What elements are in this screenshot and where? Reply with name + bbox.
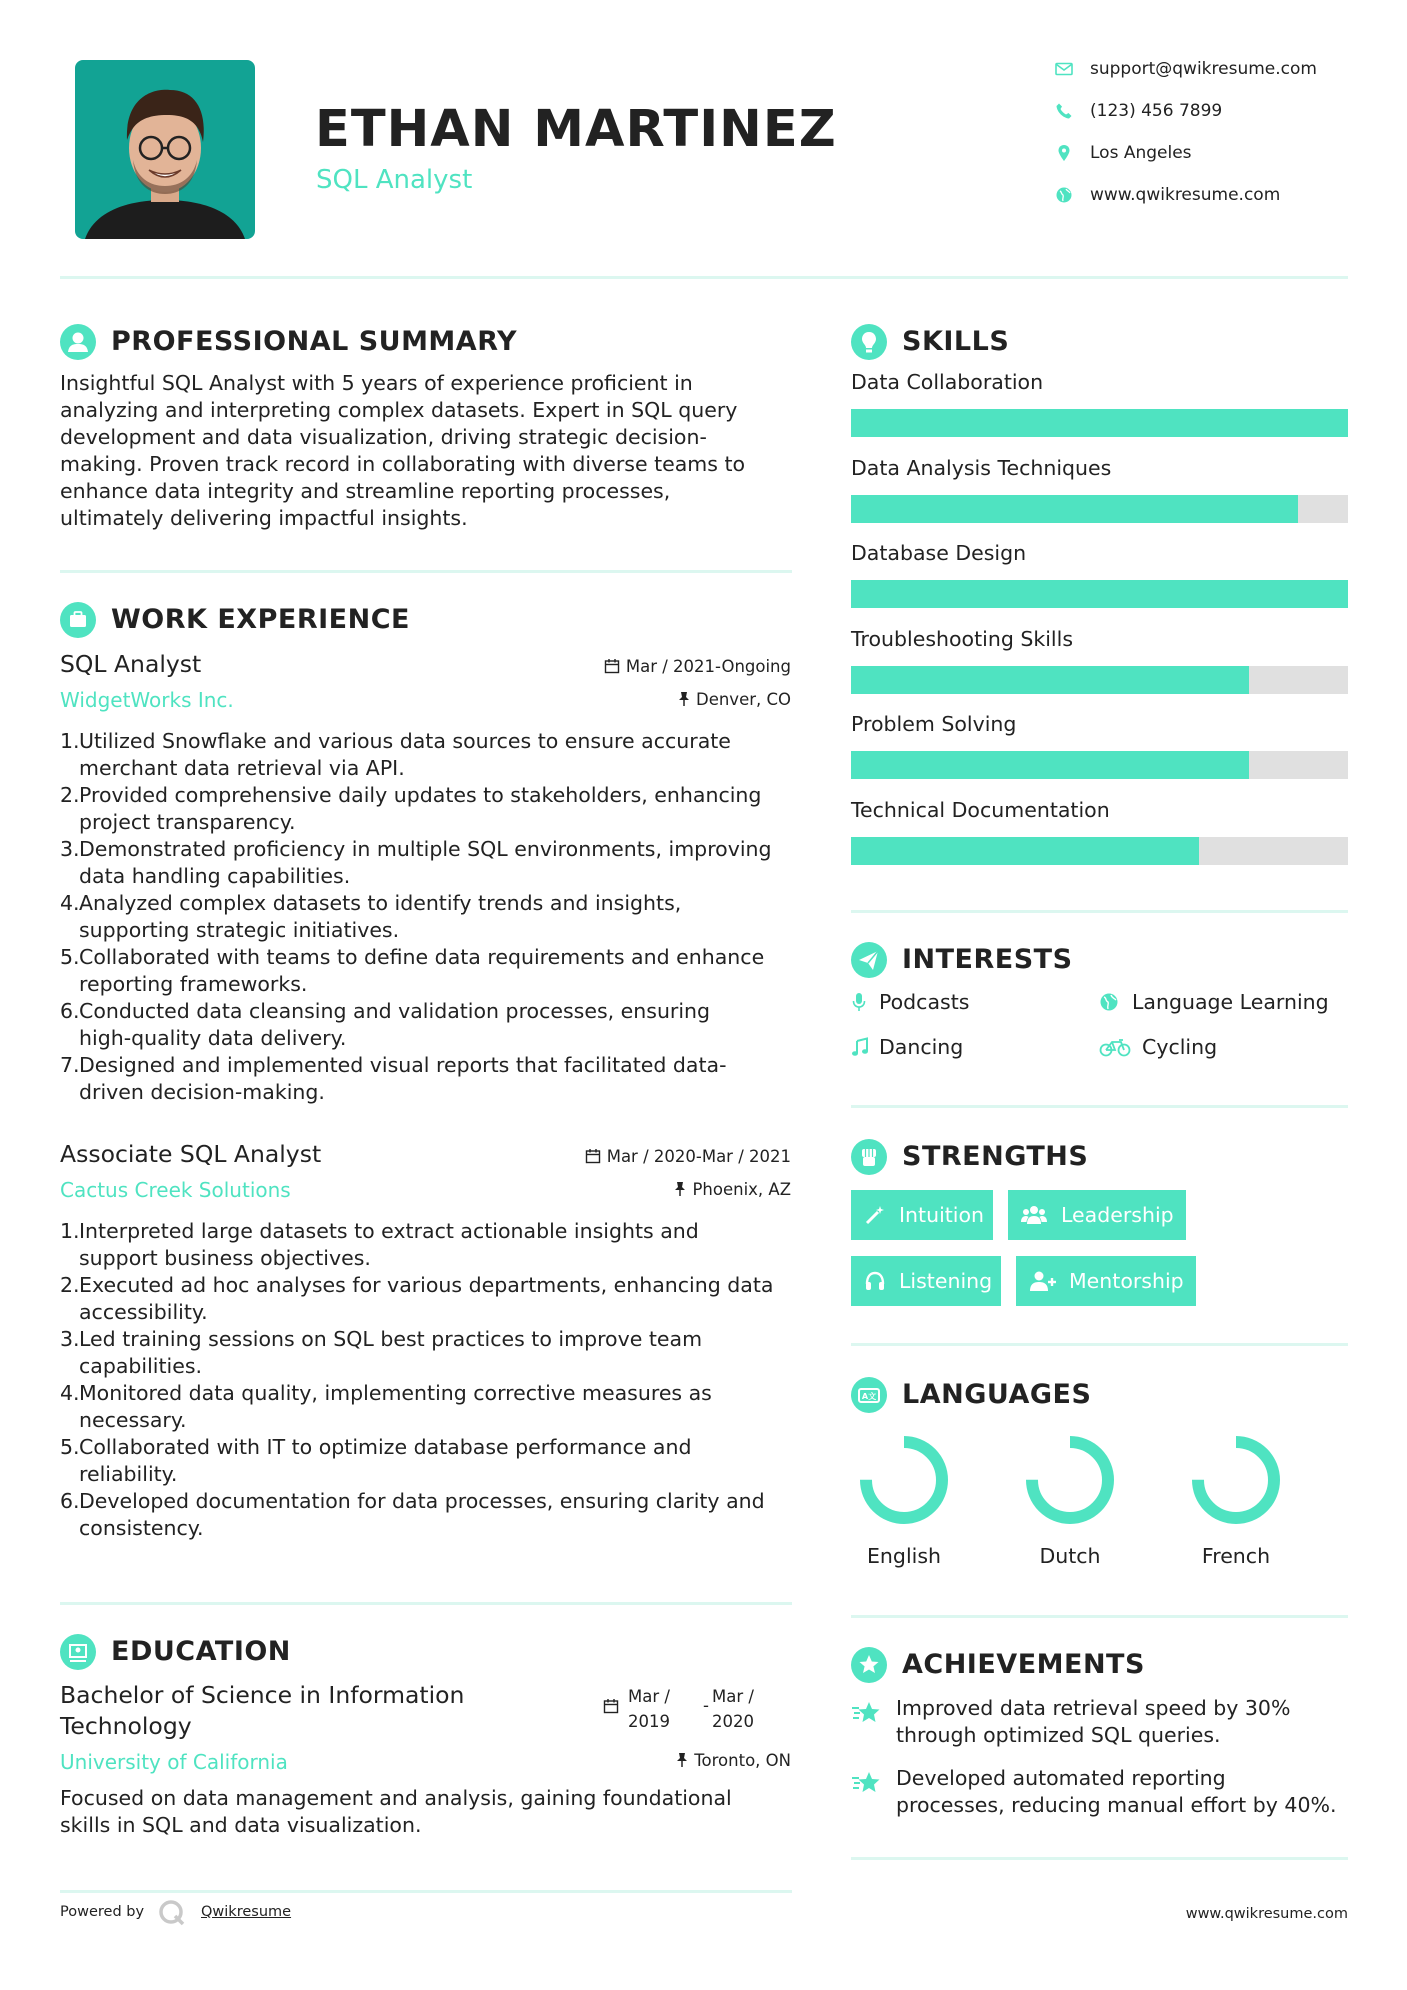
item-text: reporting frameworks. bbox=[79, 972, 308, 996]
graduation-icon bbox=[60, 1634, 96, 1670]
job-responsibilities bbox=[60, 1218, 800, 1542]
item-text: Collaborated with IT to optimize database performance and bbox=[79, 1435, 692, 1459]
degree-title bbox=[60, 1680, 464, 1742]
item-text: reliability. bbox=[79, 1462, 178, 1486]
phone-text: (123) 456 7899 bbox=[1090, 101, 1223, 121]
trophy-star-icon bbox=[851, 1770, 883, 1800]
interests-heading: INTERESTS bbox=[902, 944, 1073, 975]
item-number: 5. bbox=[60, 945, 80, 969]
job-responsibilities bbox=[60, 728, 800, 1106]
job-dates-text: Mar / 2020-Mar / 2021 bbox=[606, 1147, 791, 1166]
skill-bar-fill bbox=[851, 495, 1298, 523]
skill-bar-fill bbox=[851, 666, 1249, 694]
edu-end-date bbox=[712, 1684, 754, 1734]
item-number: 4. bbox=[60, 1381, 80, 1405]
strength-leadership bbox=[1008, 1190, 1186, 1240]
bicycle-icon bbox=[1099, 1037, 1131, 1057]
item-text: high-quality data delivery. bbox=[79, 1026, 347, 1050]
users-icon bbox=[1021, 1204, 1047, 1226]
language-level-arc bbox=[1198, 1442, 1274, 1518]
edu-location-text: Toronto, ON bbox=[694, 1751, 791, 1770]
item-text: necessary. bbox=[79, 1408, 187, 1432]
item-text: Demonstrated proficiency in multiple SQL environments, improving bbox=[79, 837, 772, 861]
microphone-icon bbox=[851, 992, 867, 1012]
strength-intuition bbox=[851, 1190, 993, 1240]
item-text: merchant data retrieval via API. bbox=[79, 756, 405, 780]
summary-text bbox=[60, 370, 800, 532]
job-company: Cactus Creek Solutions bbox=[60, 1178, 291, 1202]
skill-bar-fill bbox=[851, 409, 1348, 437]
email-text: support@qwikresume.com bbox=[1090, 59, 1317, 79]
job-dates bbox=[585, 1147, 791, 1166]
section-divider bbox=[851, 910, 1348, 913]
calendar-icon bbox=[604, 658, 620, 674]
skill-bar-track bbox=[851, 409, 1348, 437]
item-number: 7. bbox=[60, 1053, 80, 1077]
interest-label: Language Learning bbox=[1132, 990, 1329, 1014]
summary-line: analyzing and interpreting complex datasets. Expert in SQL query bbox=[60, 398, 738, 422]
achievement-item bbox=[896, 1695, 1346, 1749]
date-part: 2020 bbox=[712, 1712, 754, 1731]
header-divider bbox=[60, 276, 1348, 279]
list-item bbox=[60, 890, 800, 944]
language-label: English bbox=[866, 1544, 942, 1568]
section-divider bbox=[851, 1343, 1348, 1346]
item-text: data handling capabilities. bbox=[79, 864, 351, 888]
profile-photo bbox=[75, 60, 255, 239]
trophy-star-icon bbox=[851, 1700, 883, 1730]
date-part: Mar / bbox=[712, 1687, 754, 1706]
strengths-heading: STRENGTHS bbox=[902, 1141, 1089, 1172]
strength-listening bbox=[851, 1256, 1001, 1306]
pushpin-icon bbox=[678, 691, 690, 707]
item-text: Developed documentation for data processes, ensuring clarity and bbox=[79, 1489, 765, 1513]
globe-icon bbox=[1099, 992, 1119, 1012]
skill-bar-track bbox=[851, 666, 1348, 694]
achievement-line: Developed automated reporting bbox=[896, 1766, 1226, 1790]
skills-heading: SKILLS bbox=[902, 326, 1010, 357]
pushpin-icon bbox=[676, 1752, 688, 1768]
list-item bbox=[60, 1052, 800, 1106]
date-part: Mar / bbox=[628, 1687, 670, 1706]
job-dates-text: Mar / 2021-Ongoing bbox=[625, 657, 791, 676]
experience-heading: WORK EXPERIENCE bbox=[111, 604, 410, 635]
list-item bbox=[60, 1380, 800, 1434]
pushpin-icon bbox=[674, 1181, 686, 1197]
item-text: consistency. bbox=[79, 1516, 204, 1540]
summary-line: development and data visualization, driving strategic decision- bbox=[60, 425, 707, 449]
summary-line: Insightful SQL Analyst with 5 years of experience proficient in bbox=[60, 371, 693, 395]
item-number: 6. bbox=[60, 999, 80, 1023]
music-icon bbox=[851, 1037, 869, 1057]
list-item bbox=[60, 944, 800, 998]
interest-label: Podcasts bbox=[879, 990, 970, 1014]
degree-line: Technology bbox=[60, 1712, 192, 1740]
briefcase-icon bbox=[60, 602, 96, 638]
phone-icon bbox=[1055, 102, 1073, 120]
fist-icon bbox=[851, 1139, 887, 1175]
item-number: 1. bbox=[60, 1219, 80, 1243]
strength-label: Listening bbox=[899, 1269, 993, 1293]
item-text: driven decision-making. bbox=[79, 1080, 325, 1104]
skill-name: Technical Documentation bbox=[851, 797, 1110, 822]
job-dates bbox=[604, 657, 791, 676]
achievement-line: Improved data retrieval speed by 30% bbox=[896, 1696, 1291, 1720]
paper-plane-icon bbox=[851, 942, 887, 978]
summary-line: enhance data integrity and streamline reporting processes, bbox=[60, 479, 671, 503]
qwikresume-logo-icon bbox=[157, 1898, 187, 1932]
list-item bbox=[60, 998, 800, 1052]
languages-heading: LANGUAGES bbox=[902, 1379, 1092, 1410]
skill-bar-track bbox=[851, 751, 1348, 779]
item-text: project transparency. bbox=[79, 810, 296, 834]
lightbulb-icon bbox=[851, 324, 887, 360]
skill-name: Data Analysis Techniques bbox=[851, 455, 1112, 480]
item-text: Monitored data quality, implementing corrective measures as bbox=[79, 1381, 712, 1405]
language-level-ring bbox=[1186, 1430, 1286, 1530]
list-item bbox=[60, 1218, 800, 1272]
item-number: 3. bbox=[60, 837, 80, 861]
achievements-heading: ACHIEVEMENTS bbox=[902, 1649, 1145, 1680]
section-divider bbox=[851, 1105, 1348, 1108]
language-level-arc bbox=[1032, 1442, 1108, 1518]
education-heading: EDUCATION bbox=[111, 1636, 291, 1667]
section-divider bbox=[851, 1615, 1348, 1618]
svg-text:A文: A文 bbox=[861, 1392, 877, 1401]
powered-by-label: Powered by bbox=[60, 1904, 145, 1920]
job-company: WidgetWorks Inc. bbox=[60, 688, 234, 712]
section-divider bbox=[851, 1857, 1348, 1860]
location-text: Los Angeles bbox=[1090, 143, 1192, 163]
achievement-line: processes, reducing manual effort by 40%. bbox=[896, 1793, 1337, 1817]
item-text: Collaborated with teams to define data requirements and enhance bbox=[79, 945, 765, 969]
item-text: capabilities. bbox=[79, 1354, 203, 1378]
language-level-ring bbox=[1020, 1430, 1120, 1530]
edu-date-dash: - bbox=[703, 1696, 709, 1715]
date-part: 2019 bbox=[628, 1712, 670, 1731]
skill-bar-fill bbox=[851, 751, 1249, 779]
achievement-line: through optimized SQL queries. bbox=[896, 1723, 1221, 1747]
item-text: Utilized Snowflake and various data sources to ensure accurate bbox=[79, 729, 731, 753]
job-location bbox=[674, 1180, 791, 1199]
skill-bar-track bbox=[851, 495, 1348, 523]
skill-name: Troubleshooting Skills bbox=[851, 626, 1074, 651]
strength-label: Intuition bbox=[899, 1203, 985, 1227]
edu-location bbox=[676, 1751, 791, 1770]
language-label: French bbox=[1201, 1544, 1271, 1568]
magic-wand-icon bbox=[864, 1204, 886, 1226]
job-location-text: Denver, CO bbox=[695, 690, 791, 709]
item-text: accessibility. bbox=[79, 1300, 208, 1324]
user-plus-icon bbox=[1029, 1270, 1057, 1292]
calendar-icon bbox=[603, 1698, 619, 1718]
item-text: Designed and implemented visual reports that facilitated data- bbox=[79, 1053, 727, 1077]
job-role: Associate SQL Analyst bbox=[60, 1140, 322, 1168]
item-text: Analyzed complex datasets to identify trends and insights, bbox=[79, 891, 682, 915]
list-item bbox=[60, 782, 800, 836]
candidate-name: ETHAN MARTINEZ bbox=[315, 100, 837, 159]
school-name: University of California bbox=[60, 1750, 288, 1774]
item-text: supporting strategic initiatives. bbox=[79, 918, 400, 942]
language-level-arc bbox=[866, 1442, 942, 1518]
section-divider bbox=[60, 1890, 792, 1893]
item-text: Provided comprehensive daily updates to stakeholders, enhancing bbox=[79, 783, 762, 807]
item-text: support business objectives. bbox=[79, 1246, 371, 1270]
section-divider bbox=[60, 570, 792, 573]
item-number: 2. bbox=[60, 783, 80, 807]
item-number: 3. bbox=[60, 1327, 80, 1351]
strength-label: Mentorship bbox=[1069, 1269, 1184, 1293]
language-card-icon bbox=[851, 1377, 887, 1413]
website-text: www.qwikresume.com bbox=[1090, 185, 1281, 205]
list-item bbox=[60, 728, 800, 782]
item-number: 5. bbox=[60, 1435, 80, 1459]
edu-description bbox=[60, 1785, 800, 1839]
skill-name: Problem Solving bbox=[851, 712, 1017, 736]
skill-bar-track bbox=[851, 837, 1348, 865]
envelope-icon bbox=[1055, 60, 1073, 78]
item-text: Interpreted large datasets to extract actionable insights and bbox=[79, 1219, 699, 1243]
desc-line: Focused on data management and analysis, gaining foundational bbox=[60, 1786, 732, 1810]
strength-mentorship bbox=[1016, 1256, 1196, 1306]
list-item bbox=[60, 1272, 800, 1326]
item-number: 4. bbox=[60, 891, 80, 915]
list-item bbox=[60, 1434, 800, 1488]
item-text: Led training sessions on SQL best practices to improve team bbox=[79, 1327, 703, 1351]
item-number: 2. bbox=[60, 1273, 80, 1297]
section-divider bbox=[60, 1602, 792, 1605]
item-number: 6. bbox=[60, 1489, 80, 1513]
list-item bbox=[60, 1488, 800, 1542]
map-pin-icon bbox=[1055, 144, 1073, 162]
star-badge-icon bbox=[851, 1647, 887, 1683]
degree-line: Bachelor of Science in Information bbox=[60, 1681, 465, 1709]
summary-line: making. Proven track record in collaborating with diverse teams to bbox=[60, 452, 746, 476]
summary-heading: PROFESSIONAL SUMMARY bbox=[111, 326, 518, 357]
job-location-text: Phoenix, AZ bbox=[692, 1180, 791, 1199]
edu-start-date bbox=[628, 1684, 670, 1734]
brand-link[interactable]: Qwikresume bbox=[201, 1904, 292, 1920]
item-text: Conducted data cleansing and validation processes, ensuring bbox=[79, 999, 711, 1023]
language-label: Dutch bbox=[1039, 1544, 1101, 1568]
skill-name: Data Collaboration bbox=[851, 370, 1044, 394]
globe-icon bbox=[1055, 186, 1073, 204]
job-role: SQL Analyst bbox=[60, 650, 202, 678]
list-item bbox=[60, 1326, 800, 1380]
item-number: 1. bbox=[60, 729, 80, 753]
list-item bbox=[60, 836, 800, 890]
calendar-icon bbox=[585, 1148, 601, 1164]
desc-line: skills in SQL and data visualization. bbox=[60, 1813, 422, 1837]
strength-label: Leadership bbox=[1061, 1203, 1174, 1227]
footer-website-link[interactable]: www.qwikresume.com bbox=[1185, 1906, 1348, 1922]
job-location bbox=[678, 690, 791, 709]
interest-label: Cycling bbox=[1142, 1035, 1218, 1059]
language-level-ring bbox=[854, 1430, 954, 1530]
skill-bar-fill bbox=[851, 837, 1199, 865]
user-icon bbox=[60, 324, 96, 360]
summary-line: ultimately delivering impactful insights. bbox=[60, 506, 468, 530]
achievement-item bbox=[896, 1765, 1356, 1819]
interest-label: Dancing bbox=[879, 1035, 964, 1059]
item-text: Executed ad hoc analyses for various departments, enhancing data bbox=[79, 1273, 774, 1297]
candidate-title: SQL Analyst bbox=[316, 165, 473, 195]
headphones-icon bbox=[864, 1270, 886, 1292]
skill-name: Database Design bbox=[851, 541, 1027, 565]
skill-bar-track bbox=[851, 580, 1348, 608]
skill-bar-fill bbox=[851, 580, 1348, 608]
